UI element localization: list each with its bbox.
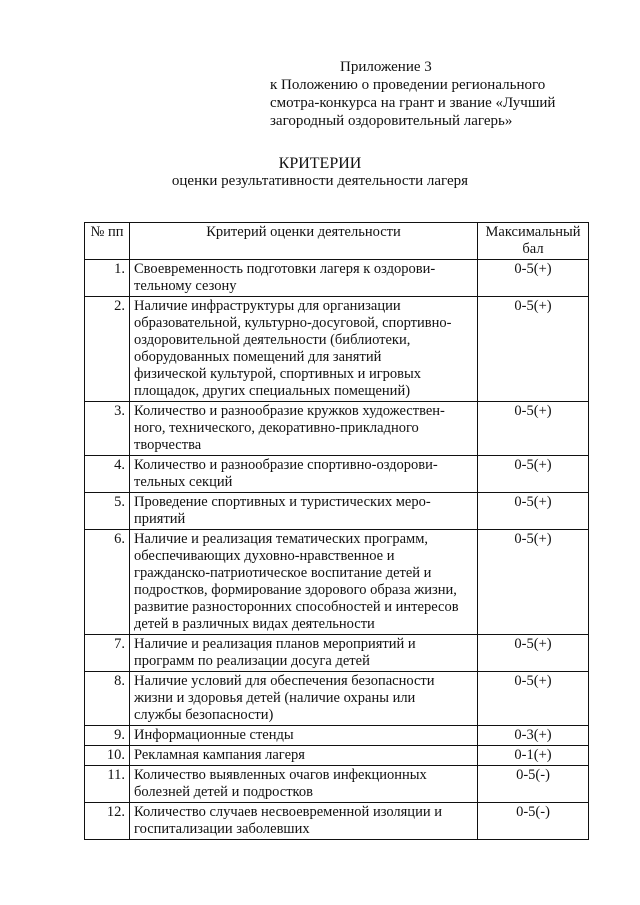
row-max-score: 0-5(+) — [478, 402, 589, 456]
row-number: 10. — [85, 746, 130, 766]
row-criterion — [130, 402, 478, 456]
criterion-line: ного, технического, декоративно-прикладного — [134, 420, 419, 436]
row-number: 6. — [85, 530, 130, 635]
criterion-line: Рекламная кампания лагеря — [134, 747, 305, 763]
criterion-line: Наличие и реализация тематических программ, — [134, 531, 429, 547]
row-number: 2. — [85, 297, 130, 402]
criterion-line: Количество выявленных очагов инфекционных — [134, 767, 427, 783]
row-number: 7. — [85, 635, 130, 672]
criterion-line: Своевременность подготовки лагеря к оздорови- — [134, 261, 436, 277]
criterion-line: Информационные стенды — [134, 727, 294, 743]
criterion-line: подростков, формирование здорового образа жизни, — [134, 582, 457, 598]
row-number: 4. — [85, 456, 130, 493]
row-criterion — [130, 672, 478, 726]
row-max-score: 0-5(-) — [478, 803, 589, 840]
header-max-score-line-2: бал — [522, 241, 544, 257]
row-max-score: 0-5(+) — [478, 456, 589, 493]
criterion-line: госпитализации заболевших — [134, 821, 310, 837]
criteria-table — [84, 222, 589, 840]
criterion-line: творчества — [134, 437, 202, 453]
row-criterion — [130, 297, 478, 402]
row-criterion — [130, 746, 478, 766]
table-row — [85, 672, 589, 726]
row-criterion — [130, 493, 478, 530]
table-header-row — [85, 223, 589, 260]
row-criterion — [130, 766, 478, 803]
row-max-score: 0-5(+) — [478, 530, 589, 635]
table-row — [85, 635, 589, 672]
table-row — [85, 456, 589, 493]
criterion-line: болезней детей и подростков — [134, 784, 313, 800]
criterion-line: приятий — [134, 511, 186, 527]
appendix-block — [270, 58, 610, 130]
criterion-line: оздоровительной деятельности (библиотеки, — [134, 332, 411, 348]
criterion-line: Наличие и реализация планов мероприятий и — [134, 636, 416, 652]
row-max-score: 0-5(+) — [478, 297, 589, 402]
table-row — [85, 530, 589, 635]
table-row — [85, 803, 589, 840]
row-criterion — [130, 260, 478, 297]
row-number: 1. — [85, 260, 130, 297]
criterion-line: Наличие условий для обеспечения безопасности — [134, 673, 435, 689]
criterion-line: физической культурой, спортивных и игровых — [134, 366, 422, 382]
row-number: 12. — [85, 803, 130, 840]
table-row — [85, 726, 589, 746]
criterion-line: детей в различных видах деятельности — [134, 616, 375, 632]
row-number: 3. — [85, 402, 130, 456]
criterion-line: Количество и разнообразие спортивно-оздорови- — [134, 457, 438, 473]
row-max-score: 0-1(+) — [478, 746, 589, 766]
table-row — [85, 493, 589, 530]
table-row — [85, 297, 589, 402]
row-max-score: 0-5(+) — [478, 493, 589, 530]
criterion-line: Проведение спортивных и туристических меро- — [134, 494, 431, 510]
row-max-score: 0-5(+) — [478, 635, 589, 672]
criterion-line: образовательной, культурно-досуговой, спортивно- — [134, 315, 452, 331]
row-max-score: 0-3(+) — [478, 726, 589, 746]
document-subtitle: оценки результативности деятельности лагеря — [171, 173, 469, 189]
row-criterion — [130, 726, 478, 746]
criterion-line: площадок, других специальных помещений) — [134, 383, 411, 399]
header-max-score-line-1: Максимальный — [485, 224, 581, 240]
table-body — [85, 260, 589, 840]
row-criterion — [130, 803, 478, 840]
table-row — [85, 766, 589, 803]
row-criterion — [130, 530, 478, 635]
criterion-line: гражданско-патриотическое воспитание детей и — [134, 565, 432, 581]
appendix-line-1: к Положению о проведении регионального — [270, 77, 546, 93]
criterion-line: развитие разносторонних способностей и интересов — [134, 599, 459, 615]
table-row — [85, 402, 589, 456]
header-criterion: Критерий оценки деятельности — [130, 223, 478, 260]
row-criterion — [130, 456, 478, 493]
row-number: 9. — [85, 726, 130, 746]
row-max-score: 0-5(+) — [478, 672, 589, 726]
table-row — [85, 260, 589, 297]
criterion-line: программ по реализации досуга детей — [134, 653, 370, 669]
appendix-title: Приложение 3 — [340, 59, 432, 75]
row-number: 5. — [85, 493, 130, 530]
document-title: КРИТЕРИИ — [278, 155, 362, 172]
appendix-line-2: смотра-конкурса на грант и звание «Лучший — [270, 95, 556, 111]
appendix-line-3: загородный оздоровительный лагерь» — [270, 113, 513, 129]
criterion-line: Количество и разнообразие кружков художествен- — [134, 403, 445, 419]
criterion-line: службы безопасности) — [134, 707, 274, 723]
row-number: 8. — [85, 672, 130, 726]
header-number: № пп — [85, 223, 130, 260]
criterion-line: обеспечивающих духовно-нравственное и — [134, 548, 395, 564]
table-row — [85, 746, 589, 766]
criterion-line: Количество случаев несвоевременной изоляции и — [134, 804, 442, 820]
criterion-line: тельных секций — [134, 474, 233, 490]
criterion-line: оборудованных помещений для занятий — [134, 349, 382, 365]
criterion-line: тельному сезону — [134, 278, 237, 294]
row-max-score: 0-5(-) — [478, 766, 589, 803]
criterion-line: Наличие инфраструктуры для организации — [134, 298, 401, 314]
row-number: 11. — [85, 766, 130, 803]
header-max-score — [478, 223, 589, 260]
criterion-line: жизни и здоровья детей (наличие охраны или — [134, 690, 416, 706]
row-criterion — [130, 635, 478, 672]
row-max-score: 0-5(+) — [478, 260, 589, 297]
